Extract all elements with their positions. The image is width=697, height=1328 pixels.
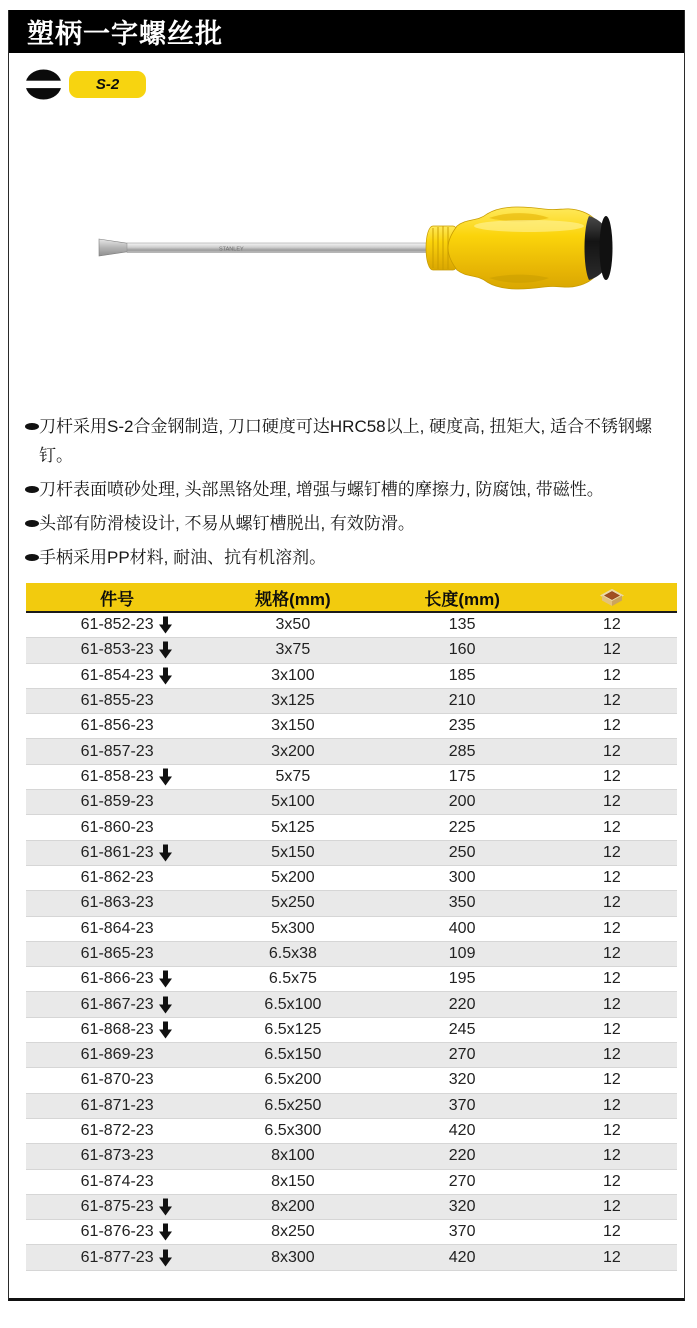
part-number: 61-876-23	[80, 1223, 154, 1241]
part-number-cell	[26, 1144, 208, 1169]
feature-text: 刀杆表面喷砂处理, 头部黑铬处理, 增强与螺钉槽的摩擦力, 防腐蚀, 带磁性。	[39, 480, 604, 499]
length-cell: 225	[378, 815, 547, 840]
part-number: 61-868-23	[80, 1020, 154, 1038]
carton-qty-cell: 12	[547, 1068, 677, 1093]
table-row	[26, 1118, 677, 1143]
part-number-cell	[26, 1194, 208, 1219]
carton-box-icon	[600, 589, 624, 607]
length-cell: 210	[378, 688, 547, 713]
table-row	[26, 1068, 677, 1093]
table-row	[26, 840, 677, 865]
table-row	[26, 1169, 677, 1194]
part-number-cell	[26, 1220, 208, 1245]
stock-arrow-icon	[159, 1224, 172, 1241]
length-cell: 270	[378, 1043, 547, 1068]
spec-cell: 8x300	[208, 1245, 377, 1270]
table-row	[26, 688, 677, 713]
spec-cell: 3x125	[208, 688, 377, 713]
bullet-icon	[25, 486, 39, 493]
table-row	[26, 1194, 677, 1219]
feature-text: 头部有防滑棱设计, 不易从螺钉槽脱出, 有效防滑。	[39, 514, 415, 533]
part-number-cell	[26, 815, 208, 840]
part-number: 61-867-23	[80, 995, 154, 1013]
feature-item	[25, 509, 667, 538]
stock-arrow-icon	[159, 1021, 172, 1038]
table-row	[26, 663, 677, 688]
table-row	[26, 1043, 677, 1068]
stock-arrow-icon	[159, 971, 172, 988]
part-number-cell	[26, 941, 208, 966]
table-header-row	[26, 583, 677, 612]
carton-qty-cell: 12	[547, 916, 677, 941]
slotted-drive-icon	[25, 69, 62, 100]
carton-qty-cell: 12	[547, 992, 677, 1017]
length-cell: 320	[378, 1068, 547, 1093]
spec-cell: 5x300	[208, 916, 377, 941]
spec-table	[26, 583, 677, 1271]
carton-qty-cell: 12	[547, 941, 677, 966]
carton-qty-cell: 12	[547, 1169, 677, 1194]
spec-cell: 3x200	[208, 739, 377, 764]
carton-qty-cell: 12	[547, 1144, 677, 1169]
part-number: 61-873-23	[80, 1147, 154, 1165]
carton-qty-cell: 12	[547, 663, 677, 688]
part-number-cell	[26, 916, 208, 941]
part-number-cell	[26, 1169, 208, 1194]
table-row	[26, 714, 677, 739]
table-row	[26, 1245, 677, 1270]
spec-cell: 5x200	[208, 865, 377, 890]
part-number: 61-866-23	[80, 970, 154, 988]
drive-type-row	[25, 69, 146, 100]
header-spec: 规格(mm)	[208, 583, 377, 612]
part-number: 61-859-23	[80, 793, 154, 811]
table-row	[26, 739, 677, 764]
stock-arrow-icon	[159, 1198, 172, 1215]
length-cell: 200	[378, 790, 547, 815]
length-cell: 370	[378, 1093, 547, 1118]
length-cell: 235	[378, 714, 547, 739]
spec-cell: 6.5x75	[208, 967, 377, 992]
title-bar	[9, 10, 684, 53]
carton-qty-cell: 12	[547, 1220, 677, 1245]
part-number-cell	[26, 1043, 208, 1068]
spec-cell: 3x75	[208, 638, 377, 663]
carton-qty-cell: 12	[547, 612, 677, 638]
length-cell: 245	[378, 1017, 547, 1042]
spec-cell: 5x250	[208, 891, 377, 916]
length-cell: 220	[378, 1144, 547, 1169]
spec-cell: 6.5x250	[208, 1093, 377, 1118]
length-cell: 285	[378, 739, 547, 764]
part-number: 61-865-23	[80, 945, 154, 962]
carton-qty-cell: 12	[547, 840, 677, 865]
part-number: 61-855-23	[80, 692, 154, 710]
feature-item	[25, 475, 667, 504]
carton-qty-cell: 12	[547, 815, 677, 840]
length-cell: 135	[378, 612, 547, 638]
carton-qty-cell: 12	[547, 1093, 677, 1118]
spec-cell: 8x200	[208, 1194, 377, 1219]
spec-cell: 6.5x150	[208, 1043, 377, 1068]
carton-qty-cell: 12	[547, 891, 677, 916]
table-row	[26, 1144, 677, 1169]
carton-qty-cell: 12	[547, 739, 677, 764]
part-number-cell	[26, 1245, 208, 1270]
table-row	[26, 865, 677, 890]
table-row	[26, 612, 677, 638]
spec-cell: 8x250	[208, 1220, 377, 1245]
part-number-cell	[26, 1093, 208, 1118]
stock-arrow-icon	[159, 667, 172, 684]
table-row	[26, 916, 677, 941]
product-image	[89, 196, 614, 311]
part-number-cell	[26, 638, 208, 663]
length-cell: 420	[378, 1245, 547, 1270]
carton-qty-cell: 12	[547, 865, 677, 890]
length-cell: 195	[378, 967, 547, 992]
part-number-cell	[26, 688, 208, 713]
table-row	[26, 764, 677, 789]
length-cell: 185	[378, 663, 547, 688]
stock-arrow-icon	[159, 844, 172, 861]
spec-cell: 6.5x200	[208, 1068, 377, 1093]
bullet-icon	[25, 423, 39, 430]
part-number: 61-856-23	[80, 717, 154, 735]
stock-arrow-icon	[159, 996, 172, 1013]
spec-cell: 6.5x38	[208, 941, 377, 966]
spec-cell: 3x100	[208, 663, 377, 688]
spec-cell: 6.5x100	[208, 992, 377, 1017]
part-number-cell	[26, 891, 208, 916]
spec-cell: 5x150	[208, 840, 377, 865]
length-cell: 250	[378, 840, 547, 865]
carton-qty-cell: 12	[547, 967, 677, 992]
carton-qty-cell: 12	[547, 714, 677, 739]
screwdriver-illustration	[89, 196, 614, 311]
header-qty	[547, 583, 677, 612]
feature-list	[25, 412, 673, 577]
length-cell: 370	[378, 1220, 547, 1245]
part-number: 61-874-23	[80, 1172, 154, 1190]
carton-qty-cell: 12	[547, 1043, 677, 1068]
feature-text: 手柄采用PP材料, 耐油、抗有机溶剂。	[39, 548, 327, 567]
length-cell: 270	[378, 1169, 547, 1194]
part-number-cell	[26, 840, 208, 865]
part-number: 61-860-23	[80, 818, 154, 836]
part-number: 61-861-23	[80, 843, 154, 861]
bullet-icon	[25, 520, 39, 527]
stock-arrow-icon	[159, 768, 172, 785]
length-cell: 350	[378, 891, 547, 916]
page-title: 塑柄一字螺丝批	[27, 19, 223, 49]
stock-arrow-icon	[159, 642, 172, 659]
spec-cell: 6.5x300	[208, 1118, 377, 1143]
table-row	[26, 815, 677, 840]
spec-cell: 5x75	[208, 764, 377, 789]
part-number: 61-858-23	[80, 767, 154, 785]
stock-arrow-icon	[159, 1249, 172, 1266]
part-number-cell	[26, 992, 208, 1017]
length-cell: 320	[378, 1194, 547, 1219]
part-number-cell	[26, 714, 208, 739]
part-number: 61-872-23	[80, 1122, 154, 1140]
table-row	[26, 992, 677, 1017]
carton-qty-cell: 12	[547, 1118, 677, 1143]
carton-qty-cell: 12	[547, 1194, 677, 1219]
part-number: 61-877-23	[80, 1248, 154, 1266]
length-cell: 400	[378, 916, 547, 941]
part-number-cell	[26, 612, 208, 638]
carton-qty-cell: 12	[547, 1245, 677, 1270]
steel-grade-label: S-2	[95, 76, 120, 93]
table-row	[26, 967, 677, 992]
feature-text: 刀杆采用S-2合金钢制造, 刀口硬度可达HRC58以上, 硬度高, 扭矩大, 适合不锈钢螺钉。	[39, 417, 652, 465]
spec-cell: 8x150	[208, 1169, 377, 1194]
table-row	[26, 638, 677, 663]
part-number-cell	[26, 967, 208, 992]
part-number-cell	[26, 1068, 208, 1093]
shaft-brand-text: STANLEY	[219, 246, 244, 253]
content-frame	[8, 10, 685, 1301]
table-row	[26, 1017, 677, 1042]
table-row	[26, 790, 677, 815]
header-length: 长度(mm)	[378, 583, 547, 612]
part-number: 61-864-23	[80, 919, 154, 937]
steel-grade-badge	[69, 71, 146, 98]
carton-qty-cell: 12	[547, 638, 677, 663]
length-cell: 175	[378, 764, 547, 789]
feature-item	[25, 412, 667, 470]
table-row	[26, 1093, 677, 1118]
part-number: 61-854-23	[80, 666, 154, 684]
part-number: 61-852-23	[80, 616, 154, 634]
part-number-cell	[26, 663, 208, 688]
table-body	[26, 612, 677, 1270]
part-number: 61-869-23	[80, 1046, 154, 1064]
part-number: 61-863-23	[80, 894, 154, 912]
length-cell: 220	[378, 992, 547, 1017]
part-number: 61-857-23	[80, 742, 154, 760]
length-cell: 420	[378, 1118, 547, 1143]
spec-cell: 6.5x125	[208, 1017, 377, 1042]
feature-item	[25, 543, 667, 572]
part-number-cell	[26, 764, 208, 789]
table-row	[26, 1220, 677, 1245]
part-number: 61-870-23	[80, 1071, 154, 1089]
table-row	[26, 891, 677, 916]
part-number-cell	[26, 1118, 208, 1143]
carton-qty-cell: 12	[547, 688, 677, 713]
spec-cell: 5x100	[208, 790, 377, 815]
spec-cell: 3x150	[208, 714, 377, 739]
spec-cell: 5x125	[208, 815, 377, 840]
carton-qty-cell: 12	[547, 790, 677, 815]
part-number-cell	[26, 790, 208, 815]
part-number: 61-875-23	[80, 1197, 154, 1215]
header-part: 件号	[26, 583, 208, 612]
carton-qty-cell: 12	[547, 1017, 677, 1042]
table-row	[26, 941, 677, 966]
length-cell: 160	[378, 638, 547, 663]
stock-arrow-icon	[159, 617, 172, 634]
length-cell: 300	[378, 865, 547, 890]
part-number: 61-871-23	[80, 1096, 154, 1114]
bullet-icon	[25, 554, 39, 561]
part-number-cell	[26, 865, 208, 890]
part-number-cell	[26, 739, 208, 764]
spec-cell: 3x50	[208, 612, 377, 638]
spec-cell: 8x100	[208, 1144, 377, 1169]
length-cell: 109	[378, 941, 547, 966]
part-number: 61-862-23	[80, 869, 154, 887]
part-number-cell	[26, 1017, 208, 1042]
part-number: 61-853-23	[80, 641, 154, 659]
carton-qty-cell: 12	[547, 764, 677, 789]
